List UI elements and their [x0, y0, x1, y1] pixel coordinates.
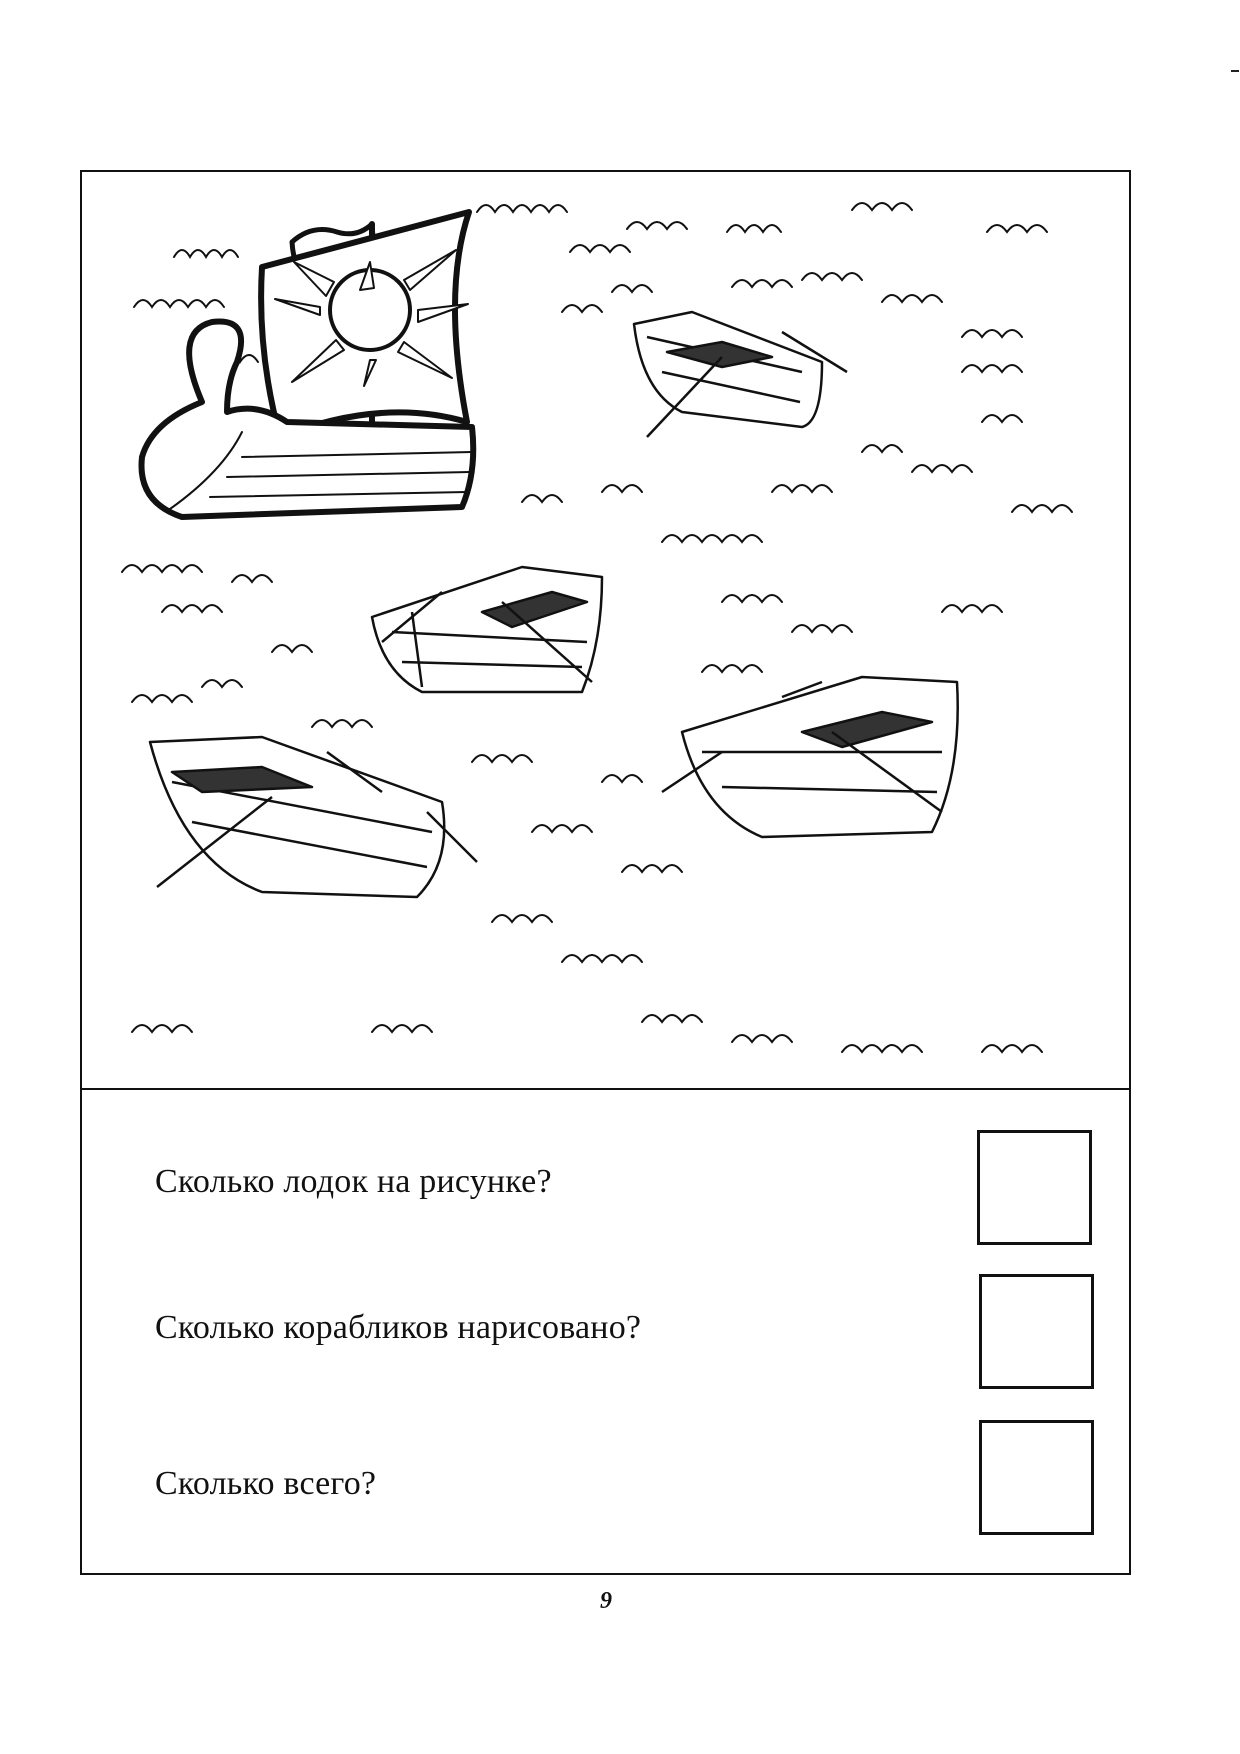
- answer-box-boats[interactable]: [977, 1130, 1092, 1245]
- sailing-ship: [142, 212, 474, 517]
- question-row: [82, 1130, 1129, 1250]
- question-text: Сколько лодок на рисунке?: [155, 1163, 552, 1200]
- rowboat-top-right: [634, 312, 847, 437]
- illustration-panel: [82, 172, 1129, 1090]
- question-row: [82, 1420, 1129, 1540]
- answer-box-ships[interactable]: [979, 1274, 1094, 1389]
- sea-illustration: [82, 172, 1129, 1088]
- rowboat-bottom-left: [150, 737, 477, 897]
- answer-box-total[interactable]: [979, 1420, 1094, 1535]
- rowboat-middle: [372, 567, 602, 692]
- question-text: Сколько корабликов нарисовано?: [155, 1309, 642, 1346]
- question-text: Сколько всего?: [155, 1465, 377, 1502]
- worksheet-frame: [80, 170, 1131, 1575]
- question-row: [82, 1274, 1129, 1394]
- page-number: 9: [600, 1588, 612, 1614]
- rowboat-bottom-right: [662, 677, 958, 837]
- questions-panel: [82, 1090, 1129, 1577]
- scan-mark: [1231, 70, 1239, 72]
